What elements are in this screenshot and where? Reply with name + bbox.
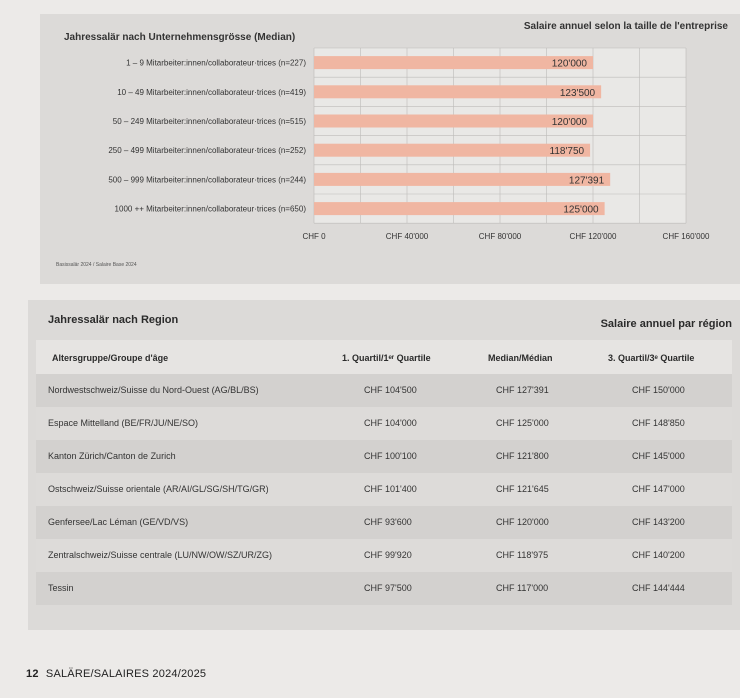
- category-label: 50 – 249 Mitarbeiter:innen/collaborateur·trices (n=515): [112, 117, 306, 126]
- region-cell: Espace Mittelland (BE/FR/JU/NE/SO): [48, 418, 199, 428]
- q1-cell: CHF 99'920: [364, 550, 412, 560]
- table-row: [36, 473, 732, 506]
- median-cell: CHF 125'000: [496, 418, 549, 428]
- median-cell: CHF 121'645: [496, 484, 549, 494]
- table-body: [36, 374, 732, 605]
- value-label: 120'000: [551, 58, 587, 70]
- x-tick-label: CHF 80'000: [478, 232, 522, 242]
- median-cell: CHF 127'391: [496, 385, 549, 395]
- table-title-fr: Salaire annuel par région: [600, 318, 732, 330]
- value-label: 120'000: [551, 117, 587, 128]
- q3-cell: CHF 144'444: [632, 583, 685, 593]
- q3-cell: CHF 140'200: [632, 550, 685, 560]
- q1-cell: CHF 97'500: [364, 583, 412, 593]
- q1-cell: CHF 104'000: [364, 418, 417, 428]
- footer-text: SALÄRE/SALAIRES 2024/2025: [45, 668, 207, 680]
- category-label: 500 – 999 Mitarbeiter:innen/collaborateur·trices (n=244): [108, 175, 306, 185]
- q3-cell: CHF 143'200: [632, 517, 685, 527]
- table-row: [36, 374, 732, 407]
- q1-cell: CHF 93'600: [364, 517, 412, 527]
- table-row: [36, 506, 732, 539]
- chart-panel: [40, 14, 740, 284]
- q1-cell: CHF 104'500: [364, 385, 417, 395]
- region-cell: Zentralschweiz/Suisse centrale (LU/NW/OW/SZ/UR/ZG): [48, 550, 273, 560]
- category-label: 250 – 499 Mitarbeiter:innen/collaborateur·trices (n=252): [108, 146, 306, 156]
- q1-cell: CHF 100'100: [364, 451, 417, 461]
- value-label: 127'391: [568, 175, 605, 187]
- header-q1: 1. Quartil/1ᵉʳ Quartile: [342, 353, 431, 363]
- page-number: 12: [26, 668, 39, 680]
- region-table-panel: [28, 300, 740, 630]
- chart-title-fr: Salaire annuel selon la taille de l'entreprise: [523, 21, 728, 32]
- x-tick-label: CHF 160'000: [662, 232, 710, 242]
- median-cell: CHF 120'000: [496, 517, 549, 527]
- table-row: [36, 539, 732, 572]
- bar: [314, 173, 610, 186]
- x-tick-label: CHF 40'000: [385, 232, 429, 242]
- category-label: 1000 ++ Mitarbeiter:innen/collaborateur·trices (n=650): [114, 204, 306, 214]
- q1-cell: CHF 101'400: [364, 484, 417, 494]
- region-cell: Kanton Zürich/Canton de Zurich: [48, 451, 176, 461]
- table-title-de: Jahressalär nach Region: [48, 314, 179, 326]
- value-label: 125'000: [563, 204, 599, 216]
- x-tick-label: CHF 0: [302, 232, 326, 242]
- header-median: Median/Médian: [488, 353, 553, 363]
- q3-cell: CHF 147'000: [632, 484, 685, 494]
- chart-title-de: Jahressalär nach Unternehmensgrösse (Median): [64, 32, 296, 43]
- header-group: Altersgruppe/Groupe d'âge: [52, 353, 169, 363]
- table-row: [36, 572, 732, 605]
- bar: [314, 202, 605, 215]
- median-cell: CHF 121'800: [496, 451, 549, 461]
- value-label: 118'750: [549, 146, 585, 158]
- table-header: [36, 340, 732, 374]
- x-tick-label: CHF 120'000: [569, 232, 617, 242]
- region-cell: Nordwestschweiz/Suisse du Nord-Ouest (AG/BL/BS): [48, 385, 259, 395]
- region-cell: Tessin: [48, 583, 74, 593]
- median-cell: CHF 117'000: [496, 583, 549, 593]
- q3-cell: CHF 145'000: [632, 451, 685, 461]
- category-label: 10 – 49 Mitarbeiter:innen/collaborateur·trices (n=419): [117, 87, 306, 97]
- region-cell: Ostschweiz/Suisse orientale (AR/AI/GL/SG/SH/TG/GR): [48, 484, 269, 494]
- header-q3: 3. Quartil/3ᵉ Quartile: [608, 353, 695, 363]
- q3-cell: CHF 148'850: [632, 418, 685, 428]
- table-row: [36, 407, 732, 440]
- region-cell: Genfersee/Lac Léman (GE/VD/VS): [48, 517, 189, 527]
- page-footer: [26, 668, 206, 680]
- value-label: 123'500: [559, 87, 596, 99]
- category-label: 1 – 9 Mitarbeiter:innen/collaborateur·trices (n=227): [126, 58, 306, 68]
- median-cell: CHF 118'975: [496, 550, 549, 560]
- source-note: Basissalär 2024 / Salaire Base 2024: [56, 262, 137, 268]
- q3-cell: CHF 150'000: [632, 385, 685, 395]
- bar: [314, 85, 601, 98]
- bar-chart: [40, 14, 740, 264]
- table-row: [36, 440, 732, 473]
